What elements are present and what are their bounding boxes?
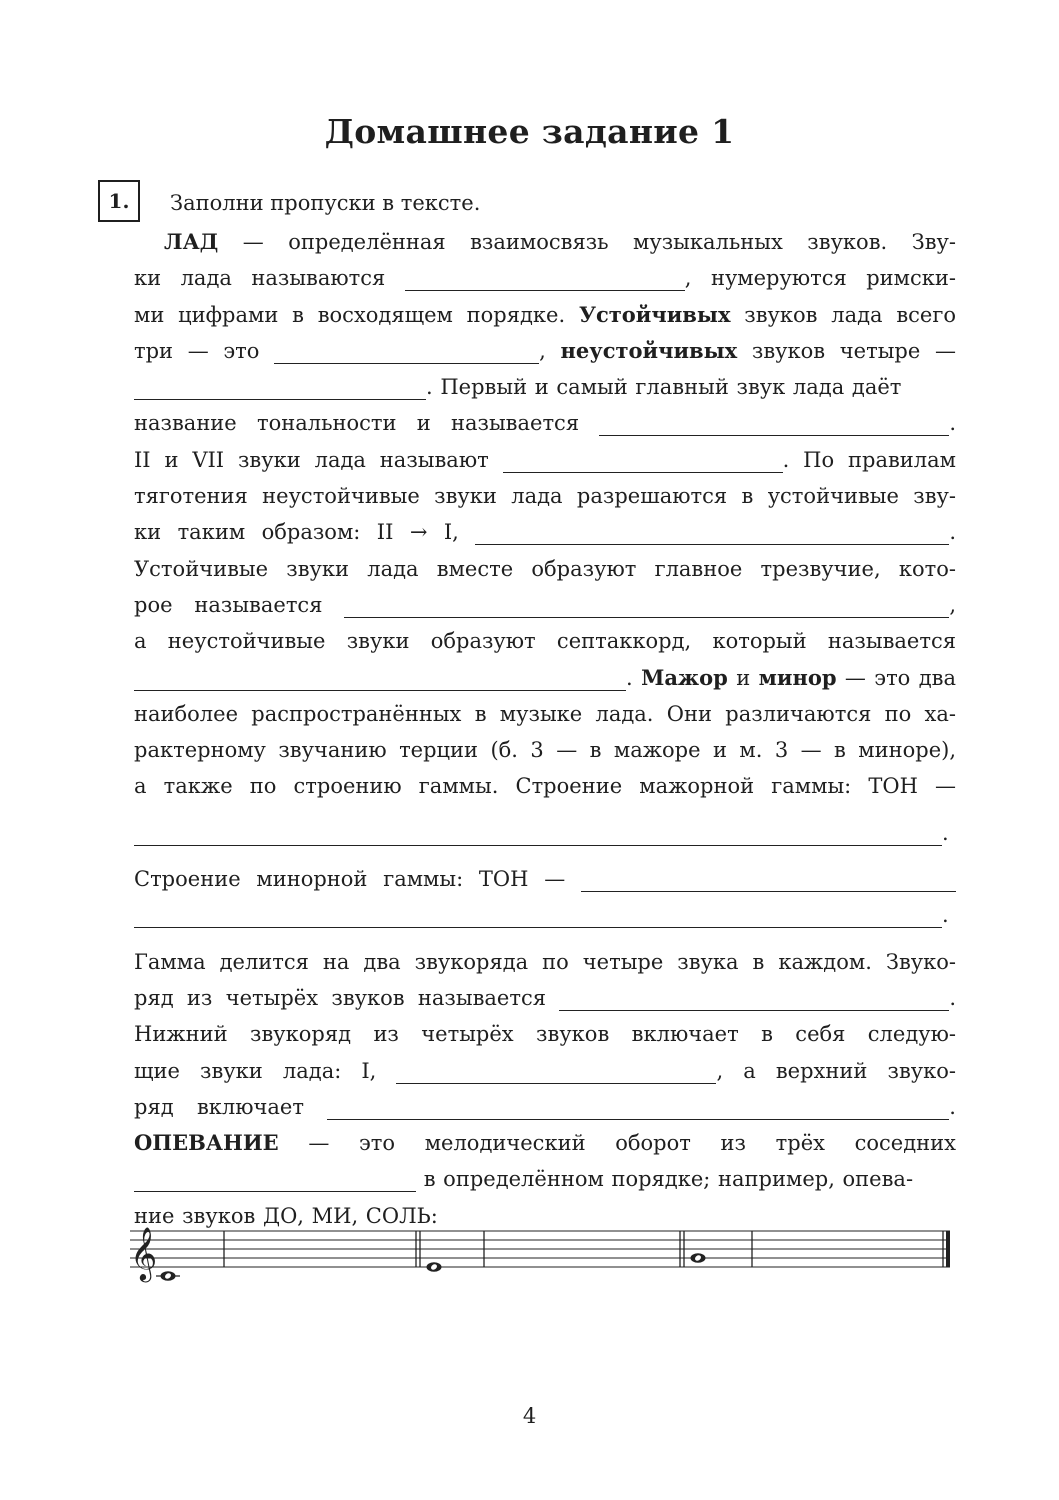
text-line: наиболее распространённых в музыке лада. Они различаются по ха- xyxy=(134,701,956,726)
answer-blank[interactable] xyxy=(559,988,949,1011)
text-line: Строение минорной гаммы: ТОН — xyxy=(134,861,956,897)
answer-blank[interactable] xyxy=(134,1169,416,1192)
text-line: название тональности и называется . xyxy=(134,411,956,436)
text-line: ки лада называются , нумеруются римски- xyxy=(134,266,956,291)
text-line: . Первый и самый главный звук лада даёт xyxy=(134,369,956,405)
answer-blank[interactable] xyxy=(599,413,949,436)
text-line: ние звуков ДО, МИ, СОЛЬ: xyxy=(134,1203,438,1228)
answer-blank[interactable] xyxy=(134,668,626,691)
term-lad: ЛАД xyxy=(164,229,219,254)
answer-blank[interactable] xyxy=(581,869,956,892)
text-line: ки таким образом: II → I, . xyxy=(134,520,956,545)
answer-blank[interactable] xyxy=(405,268,685,291)
text-line: ряд из четырёх звуков называется . xyxy=(134,985,956,1010)
text-line: рое называется , xyxy=(134,592,956,617)
answer-blank[interactable] xyxy=(134,823,942,846)
text-line: . xyxy=(134,897,956,933)
text-line: Нижний звукоряд из четырёх звуков включает в себя следую- xyxy=(134,1022,956,1047)
text-line: II и VII звуки лада называют . По правилам xyxy=(134,447,956,472)
task-instruction: Заполни пропуски в тексте. xyxy=(170,191,481,215)
text-line: а неустойчивые звуки образуют септаккорд, который называется xyxy=(134,629,956,654)
text-line: Устойчивые звуки лада вместе образуют главное трезвучие, кото- xyxy=(134,556,956,581)
text-line: ряд включает . xyxy=(134,1094,956,1119)
text-line: Гамма делится на два звукоряда по четыре звука в каждом. Звуко- xyxy=(134,949,956,974)
answer-blank[interactable] xyxy=(503,450,783,473)
page-number: 4 xyxy=(522,1404,537,1428)
text-line: рактерному звучанию терции (б. 3 — в мажоре и м. 3 — в миноре), xyxy=(134,738,956,763)
page-title: Домашнее задание 1 xyxy=(324,112,735,151)
text-line: ОПЕВАНИЕ — это мелодический оборот из трёх соседних xyxy=(134,1130,956,1156)
text-line: три — это , неустойчивых звуков четыре — xyxy=(134,337,956,363)
text-line: . xyxy=(134,815,956,851)
text-line: . Мажор и минор — это два xyxy=(134,660,956,696)
svg-text:𝄞: 𝄞 xyxy=(130,1226,158,1280)
answer-blank[interactable] xyxy=(134,905,942,928)
task-number: 1. xyxy=(98,180,140,222)
text-line: щие звуки лада: I, , а верхний звуко- xyxy=(134,1058,956,1083)
answer-blank[interactable] xyxy=(475,522,949,545)
treble-clef-icon xyxy=(130,1226,157,1282)
text-line: а также по строению гаммы. Строение мажорной гаммы: ТОН — xyxy=(134,774,956,799)
answer-blank[interactable] xyxy=(274,341,539,364)
fill-in-text xyxy=(134,224,956,1234)
text-line: тяготения неустойчивые звуки лада разрешаются в устойчивые зву- xyxy=(134,484,956,509)
answer-blank[interactable] xyxy=(396,1061,716,1084)
arrow-icon: → xyxy=(409,520,428,545)
term-opevanie: ОПЕВАНИЕ xyxy=(134,1130,279,1156)
text-line: в определённом порядке; например, опева- xyxy=(134,1161,956,1197)
staff-lines xyxy=(130,1231,950,1267)
answer-blank[interactable] xyxy=(327,1097,949,1120)
staff-svg xyxy=(128,1225,953,1285)
text-line: ми цифрами в восходящем порядке. Устойчивых звуков лада всего xyxy=(134,301,956,327)
answer-blank[interactable] xyxy=(134,377,426,400)
answer-blank[interactable] xyxy=(344,595,949,618)
text-line: ЛАД — определённая взаимосвязь музыкальных звуков. Зву- xyxy=(164,229,956,254)
music-staff xyxy=(128,1225,953,1285)
